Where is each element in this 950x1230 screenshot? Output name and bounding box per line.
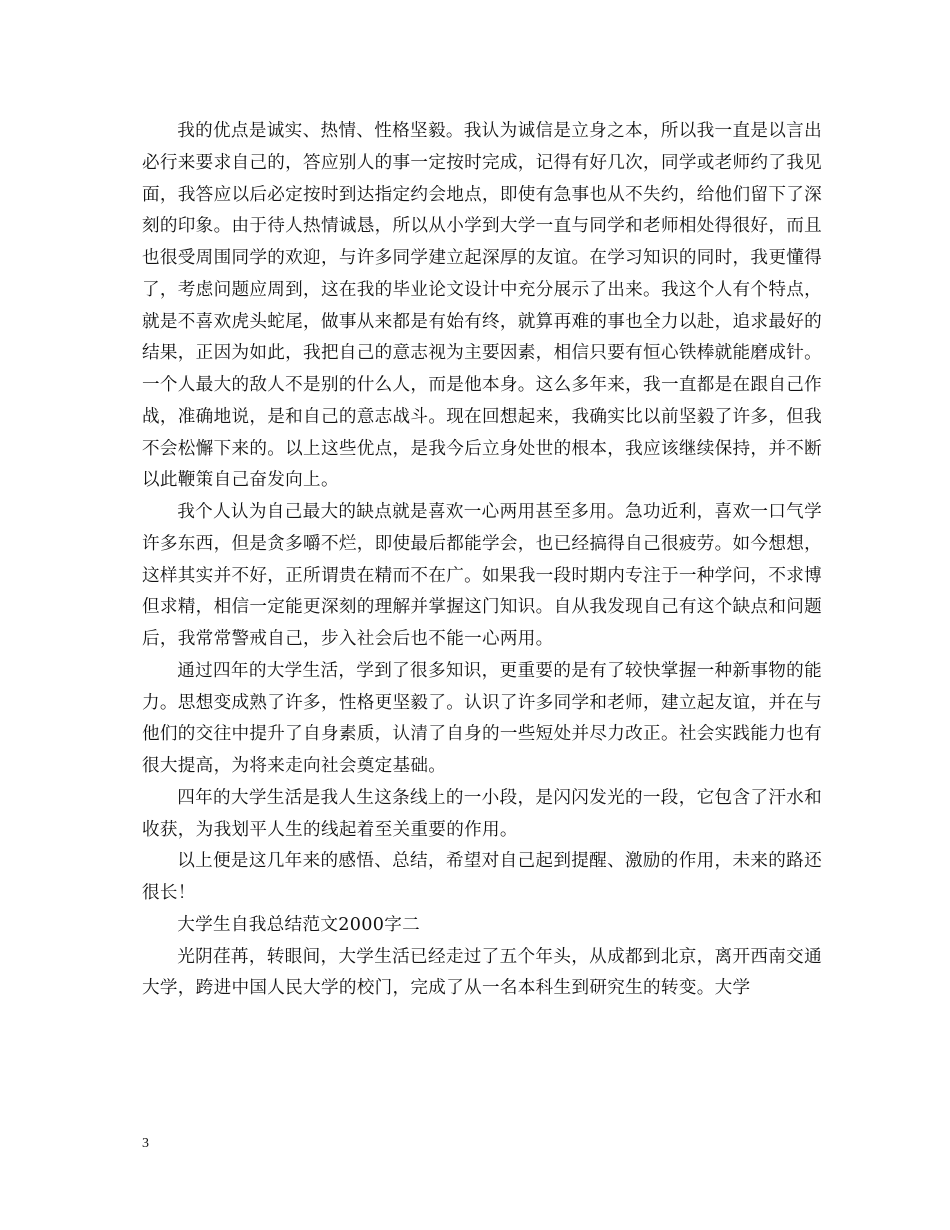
paragraph-gains: 通过四年的大学生活，学到了很多知识，更重要的是有了较快掌握一种新事物的能力。思想变成熟了许多，性格更坚毅了。认识了许多同学和老师，建立起友谊，并在与他们的交往中提升了自身素质，认清了自身的一些短处并尽力改正。社会实践能力也有很大提高，为将来走向社会奠定基础。 bbox=[142, 660, 822, 776]
document-body bbox=[142, 116, 822, 1005]
paragraph-weaknesses: 我个人认为自己最大的缺点就是喜欢一心两用甚至多用。急功近利，喜欢一口气学许多东西，但是贪多嚼不烂，即使最后都能学会，也已经搞得自己很疲劳。如今想想，这样其实并不好，正所谓贵在精而不在广。如果我一段时期内专注于一种学问，不求博但求精，相信一定能更深刻的理解并掌握这门知识。自从我发现自己有这个缺点和问题后，我常常警戒自己，步入社会后也不能一心两用。 bbox=[142, 502, 822, 649]
paragraph-university-life: 四年的大学生活是我人生这条线上的一小段，是闪闪发光的一段，它包含了汗水和收获，为我划平人生的线起着至关重要的作用。 bbox=[142, 787, 822, 840]
paragraph-second-essay-intro: 光阴荏苒，转眼间，大学生活已经走过了五个年头，从成都到北京，离开西南交通大学，跨进中国人民大学的校门，完成了从一名本科生到研究生的转变。大学 bbox=[142, 946, 822, 999]
paragraph-strengths: 我的优点是诚实、热情、性格坚毅。我认为诚信是立身之本，所以我一直是以言出必行来要求自己的，答应别人的事一定按时完成，记得有好几次，同学或老师约了我见面，我答应以后必定按时到达指定约会地点，即使有急事也从不失约，给他们留下了深刻的印象。由于待人热情诚恳，所以从小学到大学一直与同学和老师相处得很好，而且也很受周围同学的欢迎，与许多同学建立起深厚的友谊。在学习知识的同时，我更懂得了，考虑问题应周到，这在我的毕业论文设计中充分展示了出来。我这个人有个特点，就是不喜欢虎头蛇尾，做事从来都是有始有终，就算再难的事也全力以赴，追求最好的结果，正因为如此，我把自己的意志视为主要因素，相信只要有恒心铁棒就能磨成针。一个人最大的敌人不是别的什么人，而是他本身。这么多年来，我一直都是在跟自己作战，准确地说，是和自己的意志战斗。现在回想起来，我确实比以前坚毅了许多，但我不会松懈下来的。以上这些优点，是我今后立身处世的根本，我应该继续保持，并不断以此鞭策自己奋发向上。 bbox=[142, 121, 822, 491]
paragraph-conclusion: 以上便是这几年来的感悟、总结，希望对自己起到提醒、激励的作用，未来的路还很长！ bbox=[142, 851, 822, 903]
section-heading: 大学生自我总结范文2000字二 bbox=[177, 914, 420, 935]
page-number: 3 bbox=[142, 1136, 149, 1151]
